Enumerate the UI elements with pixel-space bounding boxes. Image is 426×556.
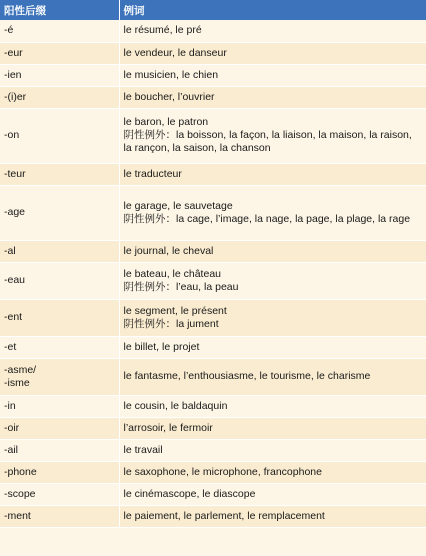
examples-cell — [119, 439, 426, 461]
header-row — [0, 0, 426, 20]
examples-cell — [119, 483, 426, 505]
suffix-cell: -eau — [0, 262, 119, 299]
feminine-exceptions: 阴性例外：la boisson, la façon, la liaison, la maison, la raison, la rançon, la saison, la chanson — [123, 129, 412, 154]
example-words: le musicien, le chien — [123, 68, 219, 81]
table-row — [0, 461, 426, 483]
examples-cell — [119, 42, 426, 64]
table-row — [0, 505, 426, 527]
table-row — [0, 299, 426, 336]
suffix-cell: -asme/ -isme — [0, 358, 119, 395]
suffix-cell: -eur — [0, 42, 119, 64]
table-row — [0, 86, 426, 108]
table-row — [0, 108, 426, 163]
examples-cell — [119, 505, 426, 527]
suffix-cell: -ent — [0, 299, 119, 336]
suffix-cell: -in — [0, 395, 119, 417]
suffix-cell: -ail — [0, 439, 119, 461]
examples-cell — [119, 395, 426, 417]
examples-cell — [119, 163, 426, 185]
examples-cell — [119, 108, 426, 163]
table-row — [0, 262, 426, 299]
suffix-cell: -(i)er — [0, 86, 119, 108]
example-words: le cinémascope, le diascope — [123, 487, 256, 500]
suffix-cell: -ment — [0, 505, 119, 527]
suffix-cell: -teur — [0, 163, 119, 185]
table-row — [0, 42, 426, 64]
table-row — [0, 417, 426, 439]
example-words: le bateau, le château — [123, 267, 221, 280]
suffix-cell: -age — [0, 185, 119, 240]
examples-cell — [119, 64, 426, 86]
example-words: l’arrosoir, le fermoir — [123, 421, 213, 434]
examples-cell — [119, 20, 426, 42]
example-words: le travail — [123, 443, 163, 456]
header-suffix: 阳性后缀 — [0, 0, 119, 20]
example-words: le cousin, le baldaquin — [123, 399, 228, 412]
suffix-cell: -on — [0, 108, 119, 163]
table-row — [0, 163, 426, 185]
examples-cell — [119, 358, 426, 395]
table-row — [0, 20, 426, 42]
suffix-cell: -oir — [0, 417, 119, 439]
example-words: le journal, le cheval — [123, 244, 214, 257]
examples-cell — [119, 185, 426, 240]
header-examples: 例词 — [119, 0, 426, 20]
example-words: le traducteur — [123, 167, 182, 180]
table-row — [0, 439, 426, 461]
suffix-cell: -é — [0, 20, 119, 42]
example-words: le fantasme, l’enthousiasme, le tourisme, le charisme — [123, 370, 371, 382]
table-row — [0, 336, 426, 358]
examples-cell — [119, 299, 426, 336]
table-row — [0, 395, 426, 417]
suffix-cell: -ien — [0, 64, 119, 86]
table-row — [0, 64, 426, 86]
example-words: le garage, le sauvetage — [123, 199, 233, 212]
example-words: le segment, le présent — [123, 304, 227, 317]
suffix-cell: -al — [0, 240, 119, 262]
feminine-exceptions: 阴性例外：la cage, l’image, la nage, la page, la plage, la rage — [123, 212, 411, 225]
example-words: le résumé, le pré — [123, 24, 202, 37]
suffix-cell: -et — [0, 336, 119, 358]
suffix-cell: -phone — [0, 461, 119, 483]
table-row — [0, 358, 426, 395]
example-words: le baron, le patron — [123, 116, 209, 128]
feminine-exceptions: 阴性例外：la jument — [123, 317, 219, 330]
example-words: le paiement, le parlement, le remplacement — [123, 509, 325, 522]
example-words: le saxophone, le microphone, francophone — [123, 465, 322, 478]
feminine-exceptions: 阴性例外：l’eau, la peau — [123, 280, 239, 293]
example-words: le vendeur, le danseur — [123, 46, 227, 59]
examples-cell — [119, 240, 426, 262]
examples-cell — [119, 461, 426, 483]
examples-cell — [119, 86, 426, 108]
table-row — [0, 185, 426, 240]
examples-cell — [119, 336, 426, 358]
table-body — [0, 20, 426, 527]
examples-cell — [119, 417, 426, 439]
suffix-cell: -scope — [0, 483, 119, 505]
example-words: le billet, le projet — [123, 340, 200, 353]
example-words: le boucher, l’ouvrier — [123, 90, 215, 103]
examples-cell — [119, 262, 426, 299]
table-row — [0, 483, 426, 505]
table-row — [0, 240, 426, 262]
